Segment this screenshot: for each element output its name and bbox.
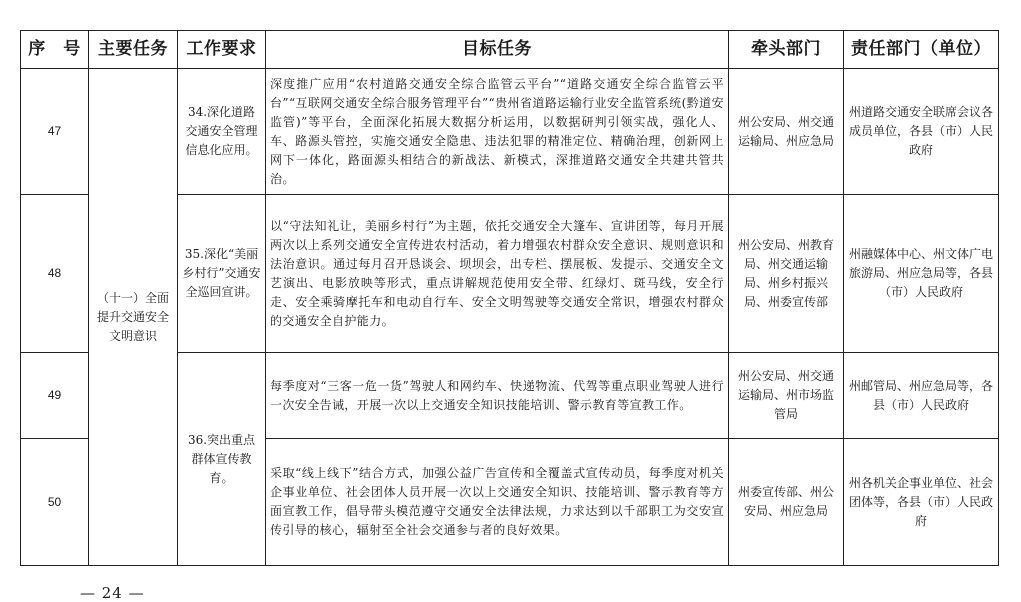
target-cell: 以“守法知礼让，美丽乡村行”为主题，依托交通安全大篷车、宣讲团等，每月开展两次以上系列交通安全宣传进农村活动，着力增强农村群众安全意识、规则意识和法治意识。通过每月召开恳谈会、坝坝会，出专栏、摆展板、发提示、交通安全文艺演出、电影放映等形式，重点讲解规范使用安全带、红绿灯、斑马线，安全行走、安全乘骑摩托车和电动自行车、安全文明驾驶等交通安全常识，增强农村群众的交通安全自护能力。 [266,195,729,353]
header-main-task: 主要任务 [89,31,178,69]
header-target: 目标任务 [266,31,729,69]
lead-dept-cell: 州委宣传部、州公安局、州应急局 [729,439,844,566]
lead-dept-cell: 州公安局、州交通运输局、州市场监管局 [729,353,844,439]
lead-dept-cell: 州公安局、州教育局、州交通运输局、州乡村振兴局、州委宣传部 [729,195,844,353]
task-table [20,30,999,566]
header-seq: 序 号 [21,31,89,69]
table-row [21,69,999,195]
target-cell: 深度推广应用“农村道路交通安全综合监管云平台”“道路交通安全综合监管云平台”“互联网交通安全综合服务管理平台”“贵州省道路运输行业安全监管系统(黔道安监管)”等平台，全面深化拓展大数据分析运用，以数据研判引领实战，强化人、车、路源头管控，实施交通安全隐患、违法犯罪的精准定位、精确治理，创新网上网下一体化，路面源头相结合的新战法、新模式，深推道路交通安全共建共管共治。 [266,69,729,195]
lead-dept-cell: 州公安局、州交通运输局、州应急局 [729,69,844,195]
target-cell: 采取“线上线下”结合方式，加强公益广告宣传和全覆盖式宣传动员，每季度对机关企事业单位、社会团体人员开展一次以上交通安全知识、技能培训、警示教育等方面宣教工作，倡导带头模范遵守交通安全法律法规，力求达到以千部职工为交安宣传引导的核心，辐射至全社会交通参与者的良好效果。 [266,439,729,566]
resp-dept-cell: 州融媒体中心、州文体广电旅游局、州应急局等，各县（市）人民政府 [844,195,999,353]
row-seq: 49 [21,353,89,439]
header-lead-dept: 牵头部门 [729,31,844,69]
header-resp-dept: 责任部门（单位） [844,31,999,69]
requirement-cell: 35.深化“美丽乡村行”交通安全巡回宣讲。 [178,195,266,353]
header-requirement: 工作要求 [178,31,266,69]
requirement-cell: 36.突出重点群体宣传教育。 [178,353,266,566]
table-header-row [21,31,999,69]
main-task-cell: （十一）全面提升交通安全文明意识 [89,69,178,566]
row-seq: 47 [21,69,89,195]
requirement-cell: 34.深化道路交通安全管理信息化应用。 [178,69,266,195]
page-number: — 24 — [80,584,145,602]
row-seq: 50 [21,439,89,566]
resp-dept-cell: 州邮管局、州应急局等，各县（市）人民政府 [844,353,999,439]
resp-dept-cell: 州道路交通安全联席会议各成员单位，各县（市）人民政府 [844,69,999,195]
resp-dept-cell: 州各机关企事业单位、社会团体等，各县（市）人民政府 [844,439,999,566]
row-seq: 48 [21,195,89,353]
target-cell: 每季度对“三客一危一货”驾驶人和网约车、快递物流、代驾等重点职业驾驶人进行一次安全告诫，开展一次以上交通安全知识技能培训、警示教育等宣教工作。 [266,353,729,439]
